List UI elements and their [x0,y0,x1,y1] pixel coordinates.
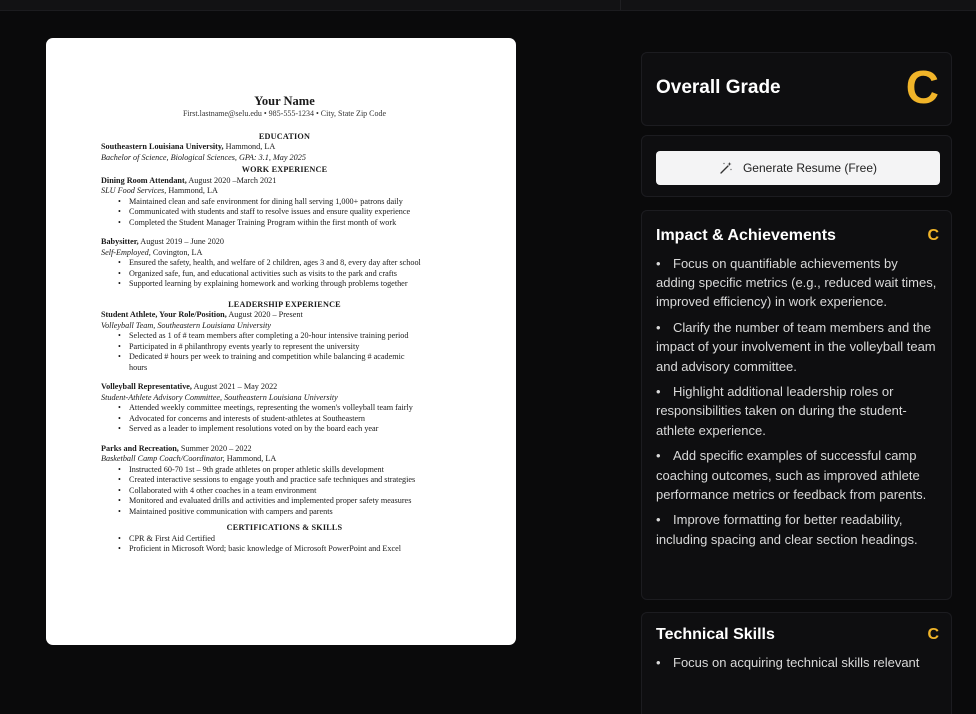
entry-bullet: • Collaborated with 4 other coaches in a team environment [129,486,476,497]
entry-bullet: • Advocated for concerns and interests of student-athletes at Southeastern [129,414,476,425]
impact-feedback-list [656,254,937,555]
generate-resume-label: Generate Resume (Free) [742,161,878,175]
entry-head-rest: August 2019 – June 2020 [138,237,224,246]
resume-section-title: CERTIFICATIONS & SKILLS [226,523,343,532]
feedback-item: • Clarify the number of team members and the impact of your involvement in the volleyball team and advisory committee. [656,320,936,374]
entry-bullet: • Ensured the safety, health, and welfare of 2 children, ages 3 and 8, every day after school [129,258,476,269]
generate-card [641,135,952,197]
entry-bullet: • Selected as 1 of # team members after completing a 20-hour intensive training period [129,331,476,342]
technical-feedback-list [656,653,937,679]
top-toolbar [0,0,976,11]
generate-resume-button[interactable] [656,151,940,185]
entry-head-bold: Parks and Recreation, [101,443,179,453]
entry-head-rest: Hammond, LA [223,142,276,151]
entry-bullet: • Organized safe, fun, and educational activities such as visits to the park and crafts [129,269,476,280]
resume-entry [101,237,476,290]
impact-card [641,210,952,600]
resume-entry [101,444,476,518]
entry-bullet: • Instructed 60-70 1st – 9th grade athletes on proper athletic skills development [129,465,476,476]
technical-grade: C [927,626,939,643]
overall-grade-title: Overall Grade [656,77,781,98]
entry-bullet: • Served as a leader to implement resolutions voted on by the board each year [129,424,476,435]
entry-head-bold: Volleyball Representative, [101,382,192,391]
resume-section-title: EDUCATION [258,131,311,141]
entry-sub-rest: Hammond, LA [166,186,218,195]
technical-title: Technical Skills [656,626,775,643]
resume-preview [46,38,516,645]
entry-head-rest: Summer 2020 – 2022 [178,443,252,453]
overall-grade-letter: C [905,61,939,113]
entry-sub-rest: Covington, LA [150,247,203,257]
entry-bullet-continued: hours [129,362,148,372]
entry-sub: SLU Food Services, [101,186,167,195]
resume-entry [101,310,476,373]
entry-sub: Volleyball Team, Southeastern Louisiana University [101,320,272,330]
entry-bullet: • Maintained clean and safe environment for dining hall serving 1,000+ patrons daily [129,197,476,208]
entry-bullet: • Maintained positive communication with campers and parents [129,507,476,518]
entry-bullet: • Dedicated # hours per week to training and competition while balancing # academic [129,352,476,363]
resume-contact: First.lastname@selu.edu • 985-555-1234 • City, State Zip Code [182,109,387,118]
resume-section-title: WORK EXPERIENCE [241,165,328,174]
entry-head-bold: Student Athlete, Your Role/Position, [101,310,227,319]
entry-sub: Basketball Camp Coach/Coordinator, [101,454,225,463]
feedback-item: • Improve formatting for better readability, including spacing and clear section headings. [656,512,918,547]
entry-bullet: • Attended weekly committee meetings, representing the women's volleyball team fairly [129,403,476,414]
feedback-item: • Highlight additional leadership roles or responsibilities taken on during the student-athlete experience. [656,384,907,438]
resume-name: Your Name [254,94,315,108]
overall-grade-card [641,52,952,126]
resume-entry [101,142,476,163]
entry-sub-rest: Hammond, LA [224,454,277,463]
technical-header [656,626,939,644]
entry-bullet: • Proficient in Microsoft Word; basic knowledge of Microsoft PowerPoint and Excel [129,544,476,555]
entry-bullet: • Supported learning by explaining homework and working through problems together [129,279,476,290]
resume-entry [101,382,476,435]
entry-sub: Bachelor of Science, Biological Sciences, GPA: 3.1, May 2025 [101,152,306,162]
entry-head-rest: August 2020 –March 2021 [186,175,277,185]
entry-sub: Self-Employed, [101,247,151,257]
entry-bullet: • Participated in # philanthropy events yearly to represent the university [129,342,476,353]
feedback-item: • Focus on quantifiable achievements by adding specific metrics (e.g., reduced wait times, improved efficiency) in work experience. [656,256,937,310]
resume-entry [101,176,476,229]
technical-skills-card [641,612,952,714]
magic-wand-icon [719,161,733,175]
entry-bullet: • CPR & First Aid Certified [129,534,476,545]
entry-head-bold: Dining Room Attendant, [101,175,187,185]
entry-bullet: • Completed the Student Manager Training Program within the first month of work [129,218,476,229]
resume-entry [101,534,476,555]
entry-head-rest: August 2021 – May 2022 [191,382,278,391]
feedback-item: • Add specific examples of successful camp coaching outcomes, such as improved athlete performance metrics or feedback from parents. [656,448,927,502]
entry-bullet: • Monitored and evaluated drills and activities and implemented proper safety measures [129,496,476,507]
impact-title: Impact & Achievements [656,227,836,244]
resume-section-title: LEADERSHIP EXPERIENCE [228,299,341,309]
entry-bullet: • Created interactive sessions to engage youth and practice safe techniques and strategies [129,475,476,486]
entry-bullet: • Communicated with students and staff to resolve issues and ensure quality experience [129,207,476,218]
entry-sub: Student-Athlete Advisory Committee, Southeastern Louisiana University [101,392,338,402]
entry-head-bold: Babysitter, [101,237,139,246]
entry-head-rest: August 2020 – Present [226,310,303,319]
feedback-item: • Focus on acquiring technical skills relevant [656,655,920,670]
impact-header [656,227,939,245]
impact-grade: C [927,227,939,244]
entry-head-bold: Southeastern Louisiana University, [101,142,224,151]
